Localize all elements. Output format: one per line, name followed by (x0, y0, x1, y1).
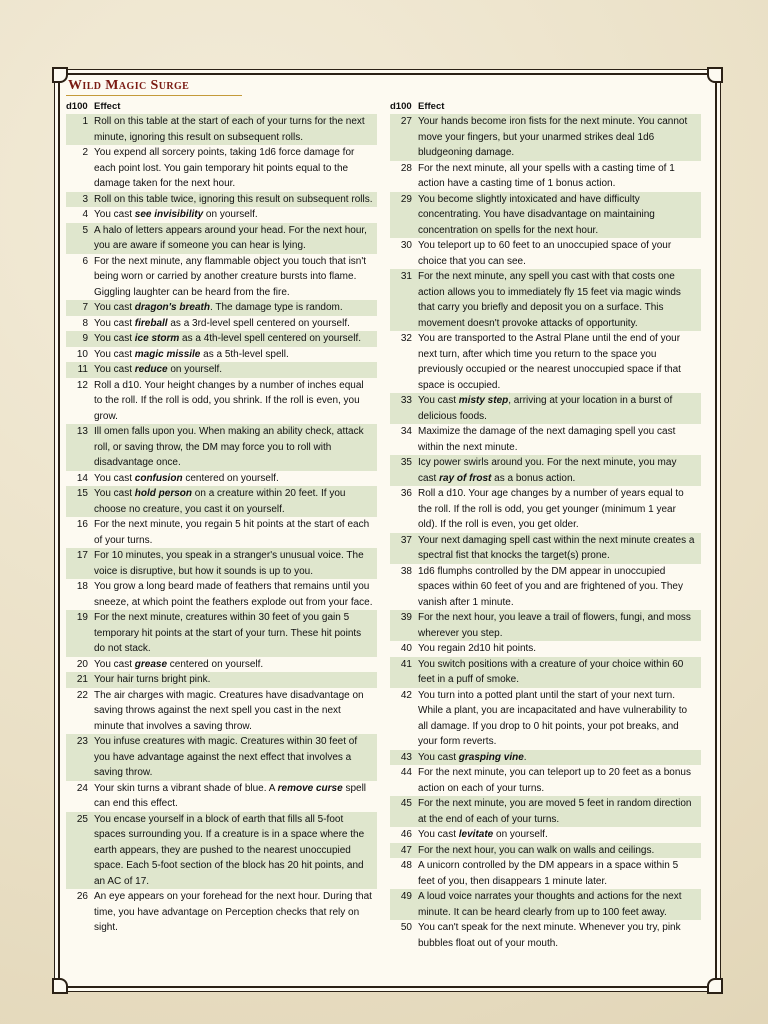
effect-text: 1d6 flumphs controlled by the DM appear in unoccupied spaces within 60 feet of you and are frightened of you. They vanish after 1 minute. (418, 565, 683, 608)
table-row (390, 827, 701, 843)
roll-number: 33 (400, 395, 412, 406)
table-row (66, 672, 377, 688)
roll-number: 25 (76, 813, 88, 825)
roll-number: 30 (400, 240, 412, 251)
table-row (66, 579, 377, 610)
effect-text: Your next damaging spell cast within the next minute creates a spectral fist that knocks the target(s) prone. (418, 534, 695, 561)
effect-text: The air charges with magic. Creatures have disadvantage on saving throws against the next spell you cast in the next minute that involves a saving throw. (94, 689, 364, 732)
table-title: Wild Magic Surge (68, 78, 190, 93)
table-row (66, 517, 377, 548)
table-row (66, 471, 377, 487)
roll-number: 9 (82, 333, 88, 344)
effect-text: Maximize the damage of the next damaging spell you cast within the next minute. (418, 426, 676, 453)
roll-number: 7 (82, 302, 88, 313)
roll-number: 45 (400, 798, 412, 809)
roll-number: 23 (76, 736, 88, 747)
table-row (66, 734, 377, 781)
spell-name: magic missile (134, 348, 201, 360)
roll-number: 8 (82, 317, 88, 329)
effect-text-part: as a 4th-level spell centered on yourself. (179, 333, 362, 344)
effect-text: You regain 2d10 hit points. (418, 643, 537, 654)
effect-text: For the next minute, you can teleport up to 20 feet as a bonus action on each of your turns. (418, 767, 691, 794)
table-row (390, 564, 701, 611)
column-header (66, 99, 377, 114)
effect-text-part: on a creature within 20 feet. If you choose no creature, you cast it on yourself. (94, 488, 346, 515)
table-row (390, 269, 701, 331)
effect-text (94, 471, 377, 487)
effect-text (418, 455, 701, 486)
roll-number: 1 (82, 116, 88, 127)
effect-text: Ill omen falls upon you. When making an ability check, attack roll, or saving throw, the DM may force you to roll with disadvantage once. (94, 426, 364, 468)
effect-text: A unicorn controlled by the DM appears in a space within 5 feet of you, then disappears 1 minute later. (418, 860, 679, 887)
spell-name: dragon's breath (134, 302, 210, 313)
effect-text: For the next minute, any spell you cast with that costs one action allows you to immediately fly 15 feet via magic winds that carry you briefly and deposit you on a surface. This movement doesn't provoke attacks of opportunity. (418, 271, 681, 329)
spell-name: see invisibility (134, 209, 204, 220)
roll-number: 15 (76, 488, 88, 499)
table-row (66, 192, 377, 208)
roll-number: 18 (76, 581, 88, 592)
table-row (66, 378, 377, 425)
effect-text: Roll a d10. Your height changes by a number of inches equal to the roll. If the roll is odd, you shrink. If the roll is even, you grow. (94, 379, 364, 422)
table-row (390, 424, 701, 455)
effect-text-part: You cast (94, 348, 135, 360)
table-row (66, 254, 377, 301)
spell-name: remove curse (277, 782, 343, 794)
roll-number: 34 (400, 426, 412, 437)
effect-text-part: centered on yourself. (167, 658, 264, 670)
effect-text (94, 657, 377, 673)
spell-name: grasping vine (458, 751, 524, 763)
effect-text (94, 486, 377, 517)
table-column-right (390, 99, 701, 951)
effect-text: You grow a long beard made of feathers that remains until you sneeze, at which point the feathers explode out from your face. (94, 581, 373, 608)
effect-text-part: You cast (94, 317, 135, 329)
roll-number: 36 (400, 488, 412, 499)
effect-text: You encase yourself in a block of earth that fills all 5-foot spaces surrounding you. If a creature is in a space where the earth appears, they are pushed to the nearest unoccupied space. Each 5-foot section of the block has 20 hit points, and an AC of 17. (94, 813, 365, 887)
roll-number: 20 (76, 658, 88, 670)
effect-text-part: as a 5th-level spell. (200, 348, 289, 360)
table-row (390, 920, 701, 951)
roll-number: 3 (82, 193, 88, 205)
roll-number: 32 (400, 333, 412, 344)
effect-text-part: You cast (94, 488, 135, 499)
dice-header: d100 (66, 101, 88, 112)
spell-name: ray of frost (439, 472, 492, 484)
effect-text-part: You cast (94, 209, 135, 220)
spell-name: ice storm (134, 333, 180, 344)
table-row (66, 610, 377, 657)
roll-number: 13 (76, 426, 88, 437)
effect-text: Roll on this table twice, ignoring this result on subsequent rolls. (94, 193, 373, 205)
table-row (66, 424, 377, 471)
frame-corner-ornament (707, 978, 723, 994)
table-row (66, 486, 377, 517)
roll-number: 22 (76, 689, 88, 701)
effect-text (94, 316, 377, 332)
effect-text-part: Your skin turns a vibrant shade of blue. A (94, 782, 278, 794)
effect-text: For 10 minutes, you speak in a stranger's unusual voice. The voice is disruptive, but how it sounds is up to you. (94, 550, 364, 577)
effect-text: An eye appears on your forehead for the next hour. During that time, you have advantage on Perception checks that rely on sight. (94, 891, 372, 933)
table-row (390, 238, 701, 269)
roll-number: 48 (400, 860, 412, 871)
table-row (66, 331, 377, 347)
spell-name: confusion (134, 472, 183, 484)
frame-corner-ornament (52, 67, 68, 83)
table-row (390, 889, 701, 920)
dice-header: d100 (390, 101, 412, 112)
effect-text: You turn into a potted plant until the start of your next turn. While a plant, you are incapacitated and have vulnerability to all damage. If you drop to 0 hit points, your pot breaks, and your form reverts. (418, 689, 688, 747)
table-row (390, 161, 701, 192)
spell-name: reduce (134, 364, 168, 375)
effect-text-part: , arriving at your location in a burst of delicious foods. (418, 395, 673, 422)
table-row (390, 657, 701, 688)
table-row (390, 331, 701, 393)
table-row (390, 455, 701, 486)
roll-number: 40 (400, 643, 412, 654)
column-header (390, 99, 701, 114)
roll-number: 35 (400, 457, 412, 468)
rows-left (66, 114, 377, 936)
spell-name: fireball (134, 317, 168, 329)
effect-text-part: . (523, 751, 527, 763)
table-row (390, 750, 701, 766)
effect-text: Your hands become iron fists for the next minute. You cannot move your fingers, but your unarmed strikes deal 1d6 bludgeoning damage. (418, 116, 688, 158)
effect-text: You switch positions with a creature of your choice within 60 feet in a puff of smoke. (418, 658, 684, 685)
roll-number: 38 (400, 565, 412, 577)
effect-text (94, 331, 377, 347)
table-row (66, 548, 377, 579)
roll-number: 19 (76, 612, 88, 623)
table-row (390, 641, 701, 657)
table-row (66, 688, 377, 735)
effect-text: For the next minute, you regain 5 hit points at the start of each of your turns. (94, 519, 370, 546)
effect-text: You are transported to the Astral Plane until the end of your next turn, after which time you return to the space you previously occupied or the nearest unoccupied space if that space is occupied. (418, 333, 681, 391)
table-row (66, 812, 377, 890)
effect-text (418, 393, 701, 424)
effect-text-part: You cast (418, 829, 459, 840)
roll-number: 37 (400, 534, 412, 546)
effect-text-part: on yourself. (493, 829, 548, 840)
title-underline (66, 95, 242, 96)
roll-number: 2 (82, 147, 88, 158)
effect-text-part: on yourself. (167, 364, 223, 375)
effect-text: You teleport up to 60 feet to an unoccupied space of your choice that you can see. (418, 240, 672, 267)
table-row (66, 207, 377, 223)
effect-text: A halo of letters appears around your head. For the next hour, you are aware if someone you can hear is lying. (94, 224, 367, 251)
table-row (66, 889, 377, 936)
roll-number: 27 (400, 116, 412, 127)
table-row (66, 781, 377, 812)
effect-text: For the next minute, you are moved 5 feet in random direction at the end of each of your turns. (418, 798, 692, 825)
frame-corner-ornament (52, 978, 68, 994)
effect-text-part: centered on yourself. (182, 472, 279, 484)
effect-text (418, 750, 701, 766)
effect-text: A loud voice narrates your thoughts and actions for the next minute. It can be heard clearly from up to 100 feet away. (418, 891, 682, 918)
effect-text: For the next hour, you can walk on walls and ceilings. (418, 844, 655, 856)
roll-number: 49 (400, 891, 412, 902)
effect-text: For the next minute, any flammable object you touch that isn't being worn or carried by another creature bursts into flame. Giggling laughter can be heard from the fire. (94, 255, 367, 298)
effect-text: Roll on this table at the start of each of your turns for the next minute, ignoring this result on subsequent rolls. (94, 116, 365, 143)
table-row (390, 843, 701, 859)
roll-number: 29 (400, 193, 412, 205)
effect-header: Effect (418, 101, 445, 112)
roll-number: 50 (400, 922, 412, 933)
effect-text: For the next minute, all your spells with a casting time of 1 action have a casting time of 1 bonus action. (418, 162, 675, 189)
effect-text-part: You cast (94, 658, 135, 670)
rows-right (390, 114, 701, 951)
roll-number: 43 (400, 751, 412, 763)
effect-text: You become slightly intoxicated and have difficulty concentrating. You have disadvantage on maintaining concentration on spells for the next hour. (418, 193, 655, 236)
table-row (390, 533, 701, 564)
table-row (390, 486, 701, 533)
roll-number: 41 (400, 658, 412, 670)
roll-number: 14 (76, 472, 88, 484)
roll-number: 17 (76, 550, 88, 561)
effect-text (418, 827, 701, 843)
spell-name: levitate (458, 829, 494, 840)
roll-number: 31 (400, 271, 412, 282)
roll-number: 11 (77, 364, 88, 375)
effect-text-part: You cast (94, 472, 135, 484)
roll-number: 44 (400, 767, 412, 778)
effect-header: Effect (94, 101, 121, 112)
effect-text-part: You cast (418, 751, 459, 763)
effect-text-part: spell can end this effect. (94, 782, 367, 809)
roll-number: 5 (82, 224, 88, 236)
table-row (390, 765, 701, 796)
table-row (66, 362, 377, 378)
table-row (66, 316, 377, 332)
roll-number: 16 (76, 519, 88, 530)
roll-number: 24 (76, 782, 88, 794)
effect-text (94, 300, 377, 316)
spell-name: hold person (134, 488, 193, 499)
table-row (66, 114, 377, 145)
table-row (66, 223, 377, 254)
table-row (390, 796, 701, 827)
effect-text-part: You cast (94, 302, 135, 313)
table-row (66, 300, 377, 316)
effect-text-part: You cast (94, 333, 135, 344)
table-row (66, 347, 377, 363)
effect-text (94, 207, 377, 223)
roll-number: 26 (76, 891, 88, 902)
effect-text: For the next hour, you leave a trail of flowers, fungi, and moss wherever you step. (418, 612, 691, 639)
effect-text-part: as a 3rd-level spell centered on yourself. (167, 317, 350, 329)
frame-corner-ornament (707, 67, 723, 83)
effect-text-part: You cast (418, 395, 459, 406)
effect-text: Your hair turns bright pink. (94, 674, 211, 685)
effect-text-part: on yourself. (203, 209, 258, 220)
effect-text: For the next minute, creatures within 30 feet of you gain 5 temporary hit points at the start of your turn. These hit points do not stack. (94, 612, 362, 654)
effect-text: You infuse creatures with magic. Creatures within 30 feet of you have advantage against the next effect that involves a saving throw. (94, 736, 358, 778)
effect-text (94, 362, 377, 378)
roll-number: 28 (400, 162, 412, 174)
roll-number: 21 (76, 674, 88, 685)
table-row (390, 858, 701, 889)
table-row (390, 688, 701, 750)
effect-text-part: as a bonus action. (491, 472, 576, 484)
roll-number: 6 (82, 255, 88, 267)
roll-number: 42 (400, 689, 412, 701)
roll-number: 4 (82, 209, 88, 220)
table-row (390, 610, 701, 641)
table-row (390, 393, 701, 424)
effect-text: You expend all sorcery points, taking 1d6 force damage for each point lost. You gain temporary hit points equal to the damage taken for the next hour. (94, 147, 355, 189)
roll-number: 47 (400, 844, 412, 856)
table-row (66, 657, 377, 673)
roll-number: 46 (400, 829, 412, 840)
roll-number: 39 (400, 612, 412, 623)
spell-name: grease (134, 658, 168, 670)
effect-text (94, 781, 377, 812)
effect-text (94, 347, 377, 363)
table-row (390, 114, 701, 161)
roll-number: 10 (76, 348, 88, 360)
effect-text: You can't speak for the next minute. Whenever you try, pink bubbles float out of your mouth. (418, 922, 681, 949)
effect-text-part: Icy power swirls around you. For the next minute, you may cast (418, 457, 677, 484)
effect-text: Roll a d10. Your age changes by a number of years equal to the roll. If the roll is odd, you get younger (minimum 1 year old). If the roll is even, you get older. (418, 488, 684, 530)
roll-number: 12 (76, 379, 88, 391)
effect-text-part: You cast (94, 364, 135, 375)
effect-text-part: . The damage type is random. (209, 302, 343, 313)
spell-name: misty step (458, 395, 509, 406)
table-row (66, 145, 377, 192)
table-column-left (66, 99, 377, 936)
table-row (390, 192, 701, 239)
